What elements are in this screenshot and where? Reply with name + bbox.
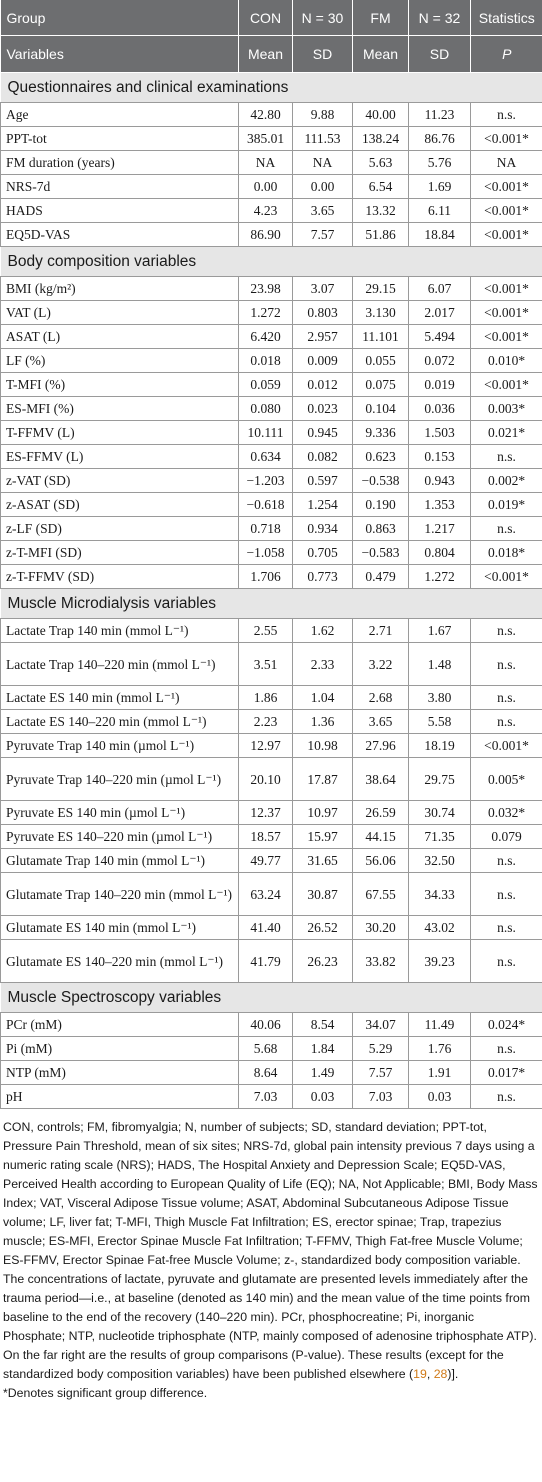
fm-mean-cell: 0.075 (353, 373, 409, 397)
variable-name-cell: Glutamate Trap 140 min (mmol L⁻¹) (1, 849, 239, 873)
con-mean-cell: 1.272 (239, 301, 293, 325)
variable-name-cell: z-T-MFI (SD) (1, 541, 239, 565)
variable-name-cell: Lactate ES 140–220 min (mmol L⁻¹) (1, 710, 239, 734)
variable-name-cell: z-ASAT (SD) (1, 493, 239, 517)
abbreviations-note: CON, controls; FM, fibromyalgia; N, number of subjects; SD, standard deviation; PPT-tot, Pressure Pain Threshold, mean of six sites; NRS-7d, global pain intensity previous 7 days using a numeric rating scale (NRS); HADS, The Hospital Anxiety and Depression Scale; EQ5D-VAS, Perceived Health according to European Quality of Life (EQ); NA, Not Applicable; BMI, Body Mass Index; VAT, Visceral Adipose Tissue volume; ASAT, Abdominal Subcutaneous Adipose Tissue volume; LF, liver fat; T-MFI, Thigh Muscle Fat Infiltration; ES, erector spinae; Trap, trapezius muscle; ES-MFI, Erector Spinae Muscle Fat Infiltration; T-FFMV, Thigh Fat-free Muscle Volume; ES-FFMV, Erector Spinae Fat-free Muscle Volume; z-, standardized body composition variable. The concentrations of lactate, pyruvate and glutamate are presented levels immediately after the trauma period—i.e., at baseline (denoted as 140 min) and the mean value of the time points from baseline to the end of the recovery (140–220 min). PCr, phosphocreatine; Pi, inorganic Phosphate; NTP, nucleotide triphosphate (NTP, mainly composed of adenosine triphosphate ATP). (3, 1120, 538, 1343)
variable-name-cell: T-MFI (%) (1, 373, 239, 397)
variable-name-cell: VAT (L) (1, 301, 239, 325)
fm-sd-cell: 1.67 (409, 619, 471, 643)
con-mean-cell: 0.080 (239, 397, 293, 421)
con-mean-cell: 3.51 (239, 643, 293, 686)
con-sd-cell: 0.773 (293, 565, 353, 589)
table-row (1, 1061, 542, 1085)
p-value-cell: 0.003* (471, 397, 542, 421)
variable-name-cell: Pyruvate ES 140–220 min (µmol L⁻¹) (1, 825, 239, 849)
con-sd-cell: 1.04 (293, 686, 353, 710)
fm-sd-cell: 5.494 (409, 325, 471, 349)
con-mean-cell: 0.059 (239, 373, 293, 397)
section-header-row (1, 983, 542, 1013)
con-sd-cell: 9.88 (293, 103, 353, 127)
p-value-cell: n.s. (471, 1037, 542, 1061)
p-value-cell: 0.021* (471, 421, 542, 445)
p-value-cell: n.s. (471, 643, 542, 686)
table-row (1, 517, 542, 541)
variable-name-cell: Lactate Trap 140–220 min (mmol L⁻¹) (1, 643, 239, 686)
variable-name-cell: Pyruvate ES 140 min (µmol L⁻¹) (1, 801, 239, 825)
fm-mean-cell: 0.104 (353, 397, 409, 421)
table-row (1, 199, 542, 223)
table-row (1, 916, 542, 940)
con-sd-cell: 26.52 (293, 916, 353, 940)
con-sd-cell: 15.97 (293, 825, 353, 849)
con-sd-cell: 3.65 (293, 199, 353, 223)
section-title: Muscle Microdialysis variables (1, 589, 542, 619)
fm-mean-cell: 11.101 (353, 325, 409, 349)
variable-name-cell: z-VAT (SD) (1, 469, 239, 493)
con-mean-cell: 0.634 (239, 445, 293, 469)
header-con-n: N = 30 (293, 0, 353, 36)
con-sd-cell: 1.84 (293, 1037, 353, 1061)
variable-name-cell: Lactate Trap 140 min (mmol L⁻¹) (1, 619, 239, 643)
fm-sd-cell: 0.072 (409, 349, 471, 373)
variable-name-cell: ASAT (L) (1, 325, 239, 349)
table-row (1, 541, 542, 565)
fm-sd-cell: 11.49 (409, 1013, 471, 1037)
con-sd-cell: 0.934 (293, 517, 353, 541)
fm-mean-cell: 3.65 (353, 710, 409, 734)
con-mean-cell: 0.018 (239, 349, 293, 373)
p-value-cell: 0.019* (471, 493, 542, 517)
table-row (1, 127, 542, 151)
table-row (1, 849, 542, 873)
variable-name-cell: z-LF (SD) (1, 517, 239, 541)
table-row (1, 175, 542, 199)
p-value-cell: n.s. (471, 103, 542, 127)
fm-sd-cell: 32.50 (409, 849, 471, 873)
fm-sd-cell: 86.76 (409, 127, 471, 151)
fm-mean-cell: 9.336 (353, 421, 409, 445)
fm-sd-cell: 5.76 (409, 151, 471, 175)
table-header (1, 0, 542, 73)
fm-mean-cell: 2.68 (353, 686, 409, 710)
fm-sd-cell: 6.07 (409, 277, 471, 301)
fm-sd-cell: 2.017 (409, 301, 471, 325)
con-sd-cell: NA (293, 151, 353, 175)
fm-mean-cell: 138.24 (353, 127, 409, 151)
fm-mean-cell: 6.54 (353, 175, 409, 199)
con-mean-cell: 8.64 (239, 1061, 293, 1085)
fm-mean-cell: −0.538 (353, 469, 409, 493)
con-sd-cell: 1.62 (293, 619, 353, 643)
con-mean-cell: 6.420 (239, 325, 293, 349)
fm-sd-cell: 0.03 (409, 1085, 471, 1109)
p-value-cell: n.s. (471, 940, 542, 983)
table-row (1, 825, 542, 849)
fm-sd-cell: 39.23 (409, 940, 471, 983)
con-mean-cell: 86.90 (239, 223, 293, 247)
con-sd-cell: 0.082 (293, 445, 353, 469)
header-fm-n: N = 32 (409, 0, 471, 36)
p-value-cell: n.s. (471, 445, 542, 469)
section-header-row (1, 589, 542, 619)
p-value-cell: n.s. (471, 873, 542, 916)
fm-sd-cell: 0.153 (409, 445, 471, 469)
fm-mean-cell: 0.863 (353, 517, 409, 541)
con-sd-cell: 111.53 (293, 127, 353, 151)
con-mean-cell: 18.57 (239, 825, 293, 849)
con-sd-cell: 1.36 (293, 710, 353, 734)
table-row (1, 619, 542, 643)
fm-sd-cell: 1.217 (409, 517, 471, 541)
p-value-cell: 0.005* (471, 758, 542, 801)
table-row (1, 325, 542, 349)
table-row (1, 1037, 542, 1061)
p-value-cell: n.s. (471, 916, 542, 940)
con-mean-cell: 2.55 (239, 619, 293, 643)
con-mean-cell: −1.203 (239, 469, 293, 493)
fm-mean-cell: 7.03 (353, 1085, 409, 1109)
table-row (1, 223, 542, 247)
table-row (1, 493, 542, 517)
variable-name-cell: Pyruvate Trap 140–220 min (µmol L⁻¹) (1, 758, 239, 801)
fm-sd-cell: 3.80 (409, 686, 471, 710)
table-row (1, 349, 542, 373)
p-value-cell: <0.001* (471, 373, 542, 397)
con-mean-cell: 2.23 (239, 710, 293, 734)
fm-mean-cell: 27.96 (353, 734, 409, 758)
con-sd-cell: 2.957 (293, 325, 353, 349)
p-value-cell: 0.002* (471, 469, 542, 493)
con-sd-cell: 8.54 (293, 1013, 353, 1037)
con-mean-cell: 23.98 (239, 277, 293, 301)
fm-mean-cell: 38.64 (353, 758, 409, 801)
p-value-cell: <0.001* (471, 565, 542, 589)
fm-mean-cell: 5.63 (353, 151, 409, 175)
fm-sd-cell: 1.272 (409, 565, 471, 589)
table-row (1, 1085, 542, 1109)
fm-sd-cell: 1.353 (409, 493, 471, 517)
table-row (1, 686, 542, 710)
variable-name-cell: LF (%) (1, 349, 239, 373)
table-body (1, 73, 542, 1109)
con-mean-cell: −1.058 (239, 541, 293, 565)
p-value-cell: <0.001* (471, 199, 542, 223)
fm-sd-cell: 5.58 (409, 710, 471, 734)
fm-sd-cell: 71.35 (409, 825, 471, 849)
con-sd-cell: 0.009 (293, 349, 353, 373)
header-fm-sd: SD (409, 36, 471, 73)
table-row (1, 801, 542, 825)
table-row (1, 421, 542, 445)
p-value-cell: n.s. (471, 619, 542, 643)
section-header-row (1, 247, 542, 277)
header-con: CON (239, 0, 293, 36)
con-mean-cell: 41.79 (239, 940, 293, 983)
con-sd-cell: 1.254 (293, 493, 353, 517)
fm-mean-cell: 67.55 (353, 873, 409, 916)
variable-name-cell: PCr (mM) (1, 1013, 239, 1037)
variable-name-cell: Glutamate ES 140–220 min (mmol L⁻¹) (1, 940, 239, 983)
fm-mean-cell: 40.00 (353, 103, 409, 127)
con-sd-cell: 7.57 (293, 223, 353, 247)
con-mean-cell: 41.40 (239, 916, 293, 940)
fm-sd-cell: 34.33 (409, 873, 471, 916)
table-row (1, 873, 542, 916)
con-mean-cell: 12.37 (239, 801, 293, 825)
variable-name-cell: PPT-tot (1, 127, 239, 151)
significance-note: *Denotes significant group difference. (3, 1386, 208, 1400)
variable-name-cell: Glutamate Trap 140–220 min (mmol L⁻¹) (1, 873, 239, 916)
variable-name-cell: NTP (mM) (1, 1061, 239, 1085)
variable-name-cell: Pyruvate Trap 140 min (µmol L⁻¹) (1, 734, 239, 758)
fm-sd-cell: 0.804 (409, 541, 471, 565)
p-value-cell: n.s. (471, 517, 542, 541)
variable-name-cell: BMI (kg/m²) (1, 277, 239, 301)
table-row (1, 151, 542, 175)
variable-name-cell: ES-MFI (%) (1, 397, 239, 421)
fm-mean-cell: 13.32 (353, 199, 409, 223)
header-p: P (471, 36, 542, 73)
con-mean-cell: 5.68 (239, 1037, 293, 1061)
fm-sd-cell: 1.48 (409, 643, 471, 686)
con-sd-cell: 0.945 (293, 421, 353, 445)
table-row (1, 445, 542, 469)
p-value-cell: 0.024* (471, 1013, 542, 1037)
header-con-sd: SD (293, 36, 353, 73)
fm-mean-cell: 0.479 (353, 565, 409, 589)
p-value-cell: n.s. (471, 686, 542, 710)
con-sd-cell: 31.65 (293, 849, 353, 873)
fm-sd-cell: 1.69 (409, 175, 471, 199)
variable-name-cell: pH (1, 1085, 239, 1109)
variable-name-cell: T-FFMV (L) (1, 421, 239, 445)
table-row (1, 643, 542, 686)
fm-mean-cell: 30.20 (353, 916, 409, 940)
p-value-cell: 0.010* (471, 349, 542, 373)
fm-mean-cell: 3.130 (353, 301, 409, 325)
header-con-mean: Mean (239, 36, 293, 73)
fm-mean-cell: 34.07 (353, 1013, 409, 1037)
con-mean-cell: 1.706 (239, 565, 293, 589)
p-value-cell: n.s. (471, 849, 542, 873)
con-sd-cell: 10.97 (293, 801, 353, 825)
fm-sd-cell: 1.503 (409, 421, 471, 445)
fm-mean-cell: 0.623 (353, 445, 409, 469)
table-row (1, 397, 542, 421)
p-value-cell: n.s. (471, 710, 542, 734)
p-value-cell: <0.001* (471, 277, 542, 301)
fm-mean-cell: 26.59 (353, 801, 409, 825)
fm-sd-cell: 1.91 (409, 1061, 471, 1085)
section-title: Questionnaires and clinical examinations (1, 73, 542, 103)
fm-mean-cell: 44.15 (353, 825, 409, 849)
table-row (1, 734, 542, 758)
con-sd-cell: 2.33 (293, 643, 353, 686)
header-fm: FM (353, 0, 409, 36)
con-sd-cell: 10.98 (293, 734, 353, 758)
con-mean-cell: 385.01 (239, 127, 293, 151)
header-group: Group (1, 0, 239, 36)
fm-mean-cell: 3.22 (353, 643, 409, 686)
con-mean-cell: 10.111 (239, 421, 293, 445)
con-sd-cell: 0.705 (293, 541, 353, 565)
p-value-cell: 0.018* (471, 541, 542, 565)
con-mean-cell: 40.06 (239, 1013, 293, 1037)
con-sd-cell: 0.00 (293, 175, 353, 199)
variable-name-cell: z-T-FFMV (SD) (1, 565, 239, 589)
con-sd-cell: 0.023 (293, 397, 353, 421)
reference-link-28[interactable]: 28 (433, 1367, 448, 1381)
table-row (1, 1013, 542, 1037)
header-row-variables (1, 36, 542, 73)
con-sd-cell: 17.87 (293, 758, 353, 801)
variable-name-cell: EQ5D-VAS (1, 223, 239, 247)
fm-mean-cell: 7.57 (353, 1061, 409, 1085)
fm-sd-cell: 0.019 (409, 373, 471, 397)
p-value-cell: <0.001* (471, 127, 542, 151)
con-sd-cell: 0.803 (293, 301, 353, 325)
con-mean-cell: 49.77 (239, 849, 293, 873)
header-row-group (1, 0, 542, 36)
con-sd-cell: 1.49 (293, 1061, 353, 1085)
table-row (1, 373, 542, 397)
fm-sd-cell: 29.75 (409, 758, 471, 801)
fm-mean-cell: 56.06 (353, 849, 409, 873)
fm-sd-cell: 0.036 (409, 397, 471, 421)
p-value-cell: <0.001* (471, 223, 542, 247)
con-mean-cell: 42.80 (239, 103, 293, 127)
fm-sd-cell: 30.74 (409, 801, 471, 825)
con-mean-cell: 0.00 (239, 175, 293, 199)
con-mean-cell: 0.718 (239, 517, 293, 541)
con-sd-cell: 0.012 (293, 373, 353, 397)
comparison-note: On the far right are the results of group comparisons (P-value). These results (except for the standardized body composition variables) have been published elsewhere (19, 28)]. (3, 1348, 504, 1381)
reference-link-19[interactable]: 19 (413, 1367, 427, 1381)
fm-mean-cell: 29.15 (353, 277, 409, 301)
table-row (1, 469, 542, 493)
variable-name-cell: Age (1, 103, 239, 127)
table-footnotes (0, 1109, 542, 1403)
con-sd-cell: 26.23 (293, 940, 353, 983)
table-row (1, 565, 542, 589)
p-value-cell: NA (471, 151, 542, 175)
variable-name-cell: ES-FFMV (L) (1, 445, 239, 469)
con-mean-cell: 12.97 (239, 734, 293, 758)
fm-mean-cell: 0.055 (353, 349, 409, 373)
p-value-cell: <0.001* (471, 175, 542, 199)
con-sd-cell: 30.87 (293, 873, 353, 916)
section-title: Body composition variables (1, 247, 542, 277)
fm-sd-cell: 6.11 (409, 199, 471, 223)
con-sd-cell: 3.07 (293, 277, 353, 301)
fm-sd-cell: 18.19 (409, 734, 471, 758)
header-fm-mean: Mean (353, 36, 409, 73)
variable-name-cell: Lactate ES 140 min (mmol L⁻¹) (1, 686, 239, 710)
section-header-row (1, 73, 542, 103)
table-row (1, 758, 542, 801)
p-value-cell: n.s. (471, 1085, 542, 1109)
con-mean-cell: 1.86 (239, 686, 293, 710)
fm-sd-cell: 1.76 (409, 1037, 471, 1061)
fm-mean-cell: 2.71 (353, 619, 409, 643)
p-value-cell: <0.001* (471, 734, 542, 758)
table-row (1, 301, 542, 325)
con-mean-cell: 63.24 (239, 873, 293, 916)
p-value-cell: <0.001* (471, 301, 542, 325)
p-value-cell: <0.001* (471, 325, 542, 349)
fm-sd-cell: 18.84 (409, 223, 471, 247)
header-statistics: Statistics (471, 0, 542, 36)
p-value-cell: 0.017* (471, 1061, 542, 1085)
variable-name-cell: NRS-7d (1, 175, 239, 199)
fm-sd-cell: 0.943 (409, 469, 471, 493)
con-mean-cell: NA (239, 151, 293, 175)
fm-mean-cell: 5.29 (353, 1037, 409, 1061)
variable-name-cell: Pi (mM) (1, 1037, 239, 1061)
table-row (1, 277, 542, 301)
con-sd-cell: 0.597 (293, 469, 353, 493)
con-mean-cell: 4.23 (239, 199, 293, 223)
fm-mean-cell: −0.583 (353, 541, 409, 565)
variable-name-cell: FM duration (years) (1, 151, 239, 175)
section-title: Muscle Spectroscopy variables (1, 983, 542, 1013)
p-value-cell: 0.079 (471, 825, 542, 849)
table-row (1, 940, 542, 983)
con-mean-cell: 7.03 (239, 1085, 293, 1109)
table-row (1, 103, 542, 127)
p-value-cell: 0.032* (471, 801, 542, 825)
fm-sd-cell: 43.02 (409, 916, 471, 940)
fm-mean-cell: 0.190 (353, 493, 409, 517)
fm-mean-cell: 51.86 (353, 223, 409, 247)
variable-name-cell: Glutamate ES 140 min (mmol L⁻¹) (1, 916, 239, 940)
con-mean-cell: 20.10 (239, 758, 293, 801)
con-mean-cell: −0.618 (239, 493, 293, 517)
variable-name-cell: HADS (1, 199, 239, 223)
header-variables: Variables (1, 36, 239, 73)
con-sd-cell: 0.03 (293, 1085, 353, 1109)
table-row (1, 710, 542, 734)
fm-mean-cell: 33.82 (353, 940, 409, 983)
fm-sd-cell: 11.23 (409, 103, 471, 127)
